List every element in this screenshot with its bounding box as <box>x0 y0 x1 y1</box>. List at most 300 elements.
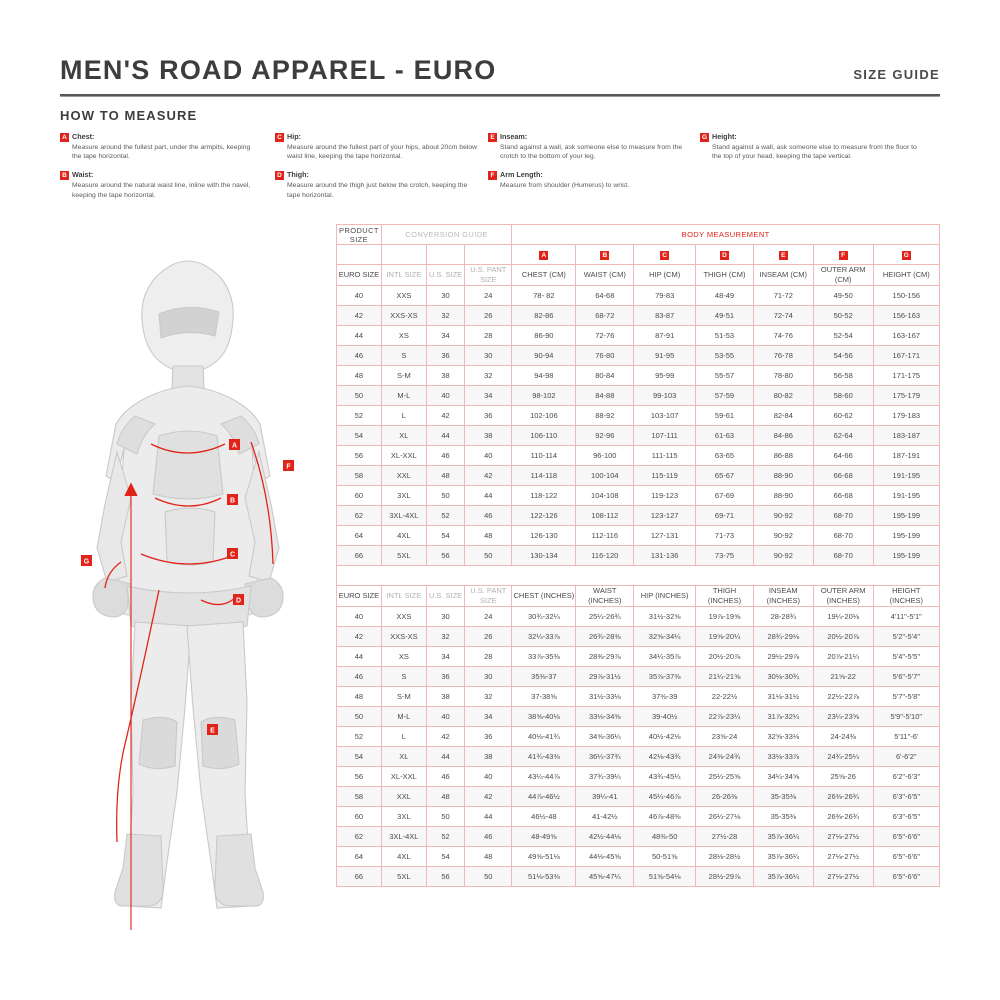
size-table <box>336 224 940 887</box>
cell-height-in: 6'-6'2" <box>873 747 939 767</box>
cell-outer-arm-in: 26⅜-26¾ <box>813 787 873 807</box>
cell-us-size-cm: 38 <box>426 366 464 386</box>
measure-label: Height: <box>712 132 737 141</box>
cell-euro-size-in: 44 <box>337 647 382 667</box>
cell-waist-in: 31½-33⅛ <box>576 687 634 707</box>
cell-us-size-cm: 32 <box>426 306 464 326</box>
table-group-header-row <box>337 225 940 245</box>
table-row <box>337 446 940 466</box>
cell-us-size-in: 38 <box>426 687 464 707</box>
cell-outer-arm-cm: 68-70 <box>813 546 873 566</box>
cell-chest-in: 37-38⅝ <box>512 687 576 707</box>
cell-inseam-cm: 71-72 <box>753 286 813 306</box>
cell-euro-size-in: 42 <box>337 627 382 647</box>
cell-chest-in: 38⅝-40⅛ <box>512 707 576 727</box>
col-inseam-in: INSEAM (INCHES) <box>753 586 813 607</box>
cell-us-size-cm: 54 <box>426 526 464 546</box>
cell-thigh-cm: 49-51 <box>696 306 754 326</box>
cell-us-size-in: 40 <box>426 707 464 727</box>
cell-inseam-in: 30⅛-30¾ <box>753 667 813 687</box>
cell-chest-cm: 114-118 <box>512 466 576 486</box>
cell-height-in: 6'5"-6'6" <box>873 847 939 867</box>
cell-chest-cm: 78- 82 <box>512 286 576 306</box>
measure-label: Arm Length: <box>500 170 543 180</box>
cell-thigh-cm: 61-63 <box>696 426 754 446</box>
cell-us-pant-size-in: 36 <box>465 727 512 747</box>
cell-us-pant-size-in: 42 <box>465 787 512 807</box>
cell-euro-size-in: 40 <box>337 607 382 627</box>
cell-waist-in: 44⅛-45⅝ <box>576 847 634 867</box>
letter-g <box>873 245 939 265</box>
cell-intl-size-cm: XXL <box>381 466 426 486</box>
group-conversion-guide: CONVERSION GUIDE <box>381 225 511 245</box>
cell-hip-cm: 107-111 <box>634 426 696 446</box>
cell-us-pant-size-cm: 26 <box>465 306 512 326</box>
cell-intl-size-in: XXL <box>381 787 426 807</box>
badge-a-icon: A <box>60 133 69 142</box>
cell-us-pant-size-cm: 30 <box>465 346 512 366</box>
cell-inseam-cm: 86-88 <box>753 446 813 466</box>
cell-intl-size-cm: XXS-XS <box>381 306 426 326</box>
cell-waist-cm: 64-68 <box>576 286 634 306</box>
cell-inseam-in: 35-35⅜ <box>753 807 813 827</box>
cell-inseam-in: 28-28¾ <box>753 607 813 627</box>
cell-chest-cm: 126-130 <box>512 526 576 546</box>
cell-waist-in: 28⅜-29⅞ <box>576 647 634 667</box>
cell-thigh-cm: 51-53 <box>696 326 754 346</box>
cell-hip-cm: 83-87 <box>634 306 696 326</box>
cell-thigh-cm: 73-75 <box>696 546 754 566</box>
cell-intl-size-in: XXS-XS <box>381 627 426 647</box>
table-row <box>337 867 940 887</box>
cell-thigh-in: 28⅛-28½ <box>696 847 754 867</box>
letter-spacer <box>337 245 382 265</box>
svg-text:A: A <box>231 442 238 450</box>
table-row <box>337 807 940 827</box>
cell-inseam-in: 35⅞-36¼ <box>753 867 813 887</box>
table-letter-row <box>337 245 940 265</box>
cell-thigh-cm: 59-61 <box>696 406 754 426</box>
cell-us-pant-size-cm: 42 <box>465 466 512 486</box>
table-row <box>337 546 940 566</box>
cell-height-in: 4'11"-5'1" <box>873 607 939 627</box>
cell-hip-in: 46⅞-48⅜ <box>634 807 696 827</box>
cell-hip-cm: 91-95 <box>634 346 696 366</box>
cell-us-pant-size-in: 48 <box>465 847 512 867</box>
cell-thigh-in: 28½-29⅞ <box>696 867 754 887</box>
cell-chest-in: 40⅛-41¾ <box>512 727 576 747</box>
cell-us-size-cm: 42 <box>426 406 464 426</box>
badge-g-icon: G <box>701 134 708 141</box>
cell-outer-arm-in: 23¼-23⅝ <box>813 707 873 727</box>
cell-outer-arm-in: 24-24⅜ <box>813 727 873 747</box>
cell-outer-arm-in: 24¾-25¼ <box>813 747 873 767</box>
table-row <box>337 386 940 406</box>
cell-hip-in: 45¼-46⅞ <box>634 787 696 807</box>
measure-text: Measure from shoulder (Humerus) to wrist. <box>500 182 630 190</box>
cell-outer-arm-in: 20½-20⅞ <box>813 627 873 647</box>
cell-waist-in: 29⅞-31½ <box>576 667 634 687</box>
cell-hip-in: 31½-32⅝ <box>634 607 696 627</box>
cell-thigh-cm: 63-65 <box>696 446 754 466</box>
cell-euro-size-in: 50 <box>337 707 382 727</box>
cell-inseam-cm: 80-82 <box>753 386 813 406</box>
cell-chest-in: 41¾-43⅜ <box>512 747 576 767</box>
cell-chest-in: 49⅝-51⅛ <box>512 847 576 867</box>
cell-us-size-in: 48 <box>426 787 464 807</box>
page-title: MEN'S ROAD APPAREL - EURO <box>60 55 497 85</box>
cell-hip-cm: 95-99 <box>634 366 696 386</box>
cell-us-pant-size-cm: 46 <box>465 506 512 526</box>
cell-us-size-cm: 50 <box>426 486 464 506</box>
table-row <box>337 607 940 627</box>
badge-g-icon: G <box>903 251 909 259</box>
cell-hip-in: 32⅝-34¼ <box>634 627 696 647</box>
measure-text: Measure around the natural waist line, inline with the navel, keeping the tape horizontal. <box>72 182 251 199</box>
cell-euro-size-cm: 40 <box>337 286 382 306</box>
cell-hip-in: 48⅜-50 <box>634 827 696 847</box>
table-row <box>337 727 940 747</box>
cell-hip-cm: 119-123 <box>634 486 696 506</box>
cell-us-size-cm: 34 <box>426 326 464 346</box>
cell-outer-arm-cm: 56-58 <box>813 366 873 386</box>
cell-hip-in: 34¼-35⅞ <box>634 647 696 667</box>
cell-euro-size-in: 62 <box>337 827 382 847</box>
col-us-pant-size: U.S. PANT SIZE <box>465 265 512 286</box>
group-body-measurement: BODY MEASUREMENT <box>512 225 940 245</box>
cell-waist-cm: 112-116 <box>576 526 634 546</box>
badge-e-icon: E <box>488 133 497 142</box>
cell-euro-size-cm: 58 <box>337 466 382 486</box>
cell-inseam-cm: 76-78 <box>753 346 813 366</box>
letter-spacer <box>381 245 426 265</box>
badge-c-icon: C <box>660 251 669 260</box>
cell-euro-size-cm: 62 <box>337 506 382 526</box>
measure-item-inseam <box>488 132 683 161</box>
cell-inseam-in: 35⅞-36¼ <box>753 827 813 847</box>
cell-height-in: 6'2"-6'3" <box>873 767 939 787</box>
cell-us-size-cm: 30 <box>426 286 464 306</box>
cell-us-size-cm: 48 <box>426 466 464 486</box>
cell-waist-in: 36¼-37¾ <box>576 747 634 767</box>
cell-waist-in: 37¾-39¼ <box>576 767 634 787</box>
svg-text:B: B <box>229 497 236 505</box>
cell-inseam-in: 28¾-29⅛ <box>753 627 813 647</box>
cell-height-in: 6'5"-6'6" <box>873 867 939 887</box>
cell-chest-cm: 86-90 <box>512 326 576 346</box>
measure-label: Thigh: <box>287 170 309 180</box>
cell-us-pant-size-in: 26 <box>465 627 512 647</box>
letter-c <box>634 245 696 265</box>
table-row <box>337 667 940 687</box>
cell-thigh-in: 27½-28 <box>696 827 754 847</box>
cell-height-cm: 175-179 <box>873 386 939 406</box>
cell-us-pant-size-cm: 48 <box>465 526 512 546</box>
cell-outer-arm-cm: 52-54 <box>813 326 873 346</box>
table-row <box>337 787 940 807</box>
cell-intl-size-cm: XL-XXL <box>381 446 426 466</box>
badge-a-icon: A <box>539 251 548 260</box>
cell-thigh-in: 24⅜-24¾ <box>696 747 754 767</box>
cell-inseam-in: 33⅛-33⅞ <box>753 747 813 767</box>
cell-euro-size-in: 46 <box>337 667 382 687</box>
cell-chest-cm: 118-122 <box>512 486 576 506</box>
cell-outer-arm-cm: 66-68 <box>813 466 873 486</box>
table-spacer <box>337 566 940 586</box>
cell-intl-size-in: 4XL <box>381 847 426 867</box>
table-row <box>337 466 940 486</box>
table-row <box>337 647 940 667</box>
table-row <box>337 506 940 526</box>
cell-intl-size-in: M-L <box>381 707 426 727</box>
cell-us-pant-size-in: 32 <box>465 687 512 707</box>
cell-waist-cm: 76-80 <box>576 346 634 366</box>
measure-column-1 <box>60 132 255 209</box>
cell-us-size-cm: 36 <box>426 346 464 366</box>
measure-text: Stand against a wall, ask someone else to measure from the crotch to the bottom of your leg. <box>500 144 683 161</box>
cell-waist-cm: 68-72 <box>576 306 634 326</box>
cell-chest-cm: 94-98 <box>512 366 576 386</box>
cell-intl-size-in: XS <box>381 647 426 667</box>
measure-item-hip <box>275 132 480 161</box>
cell-intl-size-in: XXS <box>381 607 426 627</box>
table-body-inches <box>337 607 940 887</box>
cell-inseam-cm: 90-92 <box>753 526 813 546</box>
cell-euro-size-in: 48 <box>337 687 382 707</box>
cell-thigh-cm: 57-59 <box>696 386 754 406</box>
cell-intl-size-in: L <box>381 727 426 747</box>
badge-c-icon: C <box>275 133 284 142</box>
measure-label: Waist: <box>72 170 94 180</box>
cell-euro-size-in: 64 <box>337 847 382 867</box>
cell-hip-cm: 103-107 <box>634 406 696 426</box>
cell-chest-in: 32¼-33⅞ <box>512 627 576 647</box>
cell-inseam-cm: 82-84 <box>753 406 813 426</box>
table-row <box>337 847 940 867</box>
size-guide-label: SIZE GUIDE <box>853 67 940 82</box>
letter-d <box>696 245 754 265</box>
measure-label: Inseam: <box>500 132 528 141</box>
cell-height-in: 6'3"-6'5" <box>873 807 939 827</box>
cell-height-cm: 183-187 <box>873 426 939 446</box>
measure-item-arm-length <box>488 170 683 190</box>
svg-text:C: C <box>229 551 236 559</box>
cell-hip-cm: 115-119 <box>634 466 696 486</box>
cell-euro-size-in: 52 <box>337 727 382 747</box>
cell-height-in: 5'11"-6' <box>873 727 939 747</box>
cell-thigh-cm: 48-49 <box>696 286 754 306</box>
svg-text:D: D <box>235 597 242 605</box>
col-chest-in: CHEST (INCHES) <box>512 586 576 607</box>
table-row <box>337 526 940 546</box>
cell-intl-size-cm: S <box>381 346 426 366</box>
table-row <box>337 707 940 727</box>
size-table-wrapper <box>336 224 940 887</box>
cell-us-size-in: 52 <box>426 827 464 847</box>
cell-hip-in: 50-51⅝ <box>634 847 696 867</box>
cell-euro-size-cm: 56 <box>337 446 382 466</box>
cell-outer-arm-in: 22½-22⅞ <box>813 687 873 707</box>
cell-thigh-cm: 55-57 <box>696 366 754 386</box>
col-outer-arm-cm: OUTER ARM (CM) <box>813 265 873 286</box>
cell-us-pant-size-in: 30 <box>465 667 512 687</box>
col-chest-cm: CHEST (CM) <box>512 265 576 286</box>
cell-height-cm: 179-183 <box>873 406 939 426</box>
cell-height-in: 5'6"-5'7" <box>873 667 939 687</box>
cell-us-pant-size-cm: 50 <box>465 546 512 566</box>
table-row <box>337 627 940 647</box>
table-header-cm <box>337 265 940 286</box>
table-row <box>337 827 940 847</box>
cell-height-cm: 195-199 <box>873 546 939 566</box>
measurement-figure <box>55 230 325 930</box>
cell-height-cm: 150-156 <box>873 286 939 306</box>
table-row <box>337 747 940 767</box>
cell-hip-cm: 87-91 <box>634 326 696 346</box>
table-header-inches <box>337 586 940 607</box>
cell-chest-cm: 90-94 <box>512 346 576 366</box>
cell-height-cm: 167-171 <box>873 346 939 366</box>
measure-text: Measure around the fullest part, under the armpits, keeping the tape horizontal. <box>72 144 251 161</box>
cell-height-cm: 191-195 <box>873 486 939 506</box>
cell-chest-cm: 102-106 <box>512 406 576 426</box>
cell-euro-size-cm: 66 <box>337 546 382 566</box>
cell-euro-size-in: 54 <box>337 747 382 767</box>
cell-outer-arm-in: 20⅞-21¼ <box>813 647 873 667</box>
cell-us-size-in: 44 <box>426 747 464 767</box>
cell-height-cm: 171-175 <box>873 366 939 386</box>
cell-hip-in: 39-40½ <box>634 707 696 727</box>
cell-us-size-in: 54 <box>426 847 464 867</box>
cell-inseam-cm: 74-76 <box>753 326 813 346</box>
cell-thigh-in: 19⅝-20¼ <box>696 627 754 647</box>
cell-inseam-in: 32⅝-33⅛ <box>753 727 813 747</box>
cell-thigh-in: 20½-20⅞ <box>696 647 754 667</box>
cell-height-in: 6'3"-6'5" <box>873 787 939 807</box>
table-row <box>337 286 940 306</box>
cell-outer-arm-cm: 64-66 <box>813 446 873 466</box>
cell-hip-cm: 99-103 <box>634 386 696 406</box>
cell-height-cm: 163-167 <box>873 326 939 346</box>
cell-height-cm: 195-199 <box>873 526 939 546</box>
cell-chest-in: 46½-48 <box>512 807 576 827</box>
cell-intl-size-in: S <box>381 667 426 687</box>
cell-height-in: 5'9"-5'10" <box>873 707 939 727</box>
page-header <box>60 55 940 86</box>
cell-us-size-cm: 56 <box>426 546 464 566</box>
col-euro-size: EURO SIZE <box>337 265 382 286</box>
cell-height-in: 5'7"-5'8" <box>873 687 939 707</box>
cell-hip-in: 37⅜-39 <box>634 687 696 707</box>
cell-waist-in: 41-42½ <box>576 807 634 827</box>
cell-us-size-in: 42 <box>426 727 464 747</box>
cell-inseam-cm: 84-86 <box>753 426 813 446</box>
measure-column-4 <box>700 132 920 170</box>
cell-chest-cm: 110-114 <box>512 446 576 466</box>
cell-waist-cm: 80-84 <box>576 366 634 386</box>
cell-inseam-cm: 88-90 <box>753 486 813 506</box>
col-height-in: HEIGHT (INCHES) <box>873 586 939 607</box>
cell-chest-cm: 82-86 <box>512 306 576 326</box>
measure-item-waist <box>60 170 255 199</box>
cell-waist-cm: 96-100 <box>576 446 634 466</box>
cell-outer-arm-in: 21⅝-22 <box>813 667 873 687</box>
col-thigh-in: THIGH (INCHES) <box>696 586 754 607</box>
cell-inseam-cm: 88-90 <box>753 466 813 486</box>
col-intl-size: INTL SIZE <box>381 586 426 607</box>
cell-euro-size-cm: 44 <box>337 326 382 346</box>
cell-inseam-cm: 72-74 <box>753 306 813 326</box>
cell-euro-size-cm: 60 <box>337 486 382 506</box>
cell-euro-size-cm: 64 <box>337 526 382 546</box>
cell-thigh-in: 22⅞-23¼ <box>696 707 754 727</box>
cell-us-size-cm: 40 <box>426 386 464 406</box>
cell-hip-cm: 123-127 <box>634 506 696 526</box>
cell-us-pant-size-in: 44 <box>465 807 512 827</box>
cell-chest-in: 33⅞-35⅜ <box>512 647 576 667</box>
cell-chest-cm: 98-102 <box>512 386 576 406</box>
cell-outer-arm-cm: 68-70 <box>813 526 873 546</box>
cell-waist-cm: 88-92 <box>576 406 634 426</box>
cell-us-size-in: 30 <box>426 607 464 627</box>
table-row <box>337 366 940 386</box>
cell-intl-size-in: S-M <box>381 687 426 707</box>
cell-chest-cm: 106-110 <box>512 426 576 446</box>
cell-outer-arm-in: 27⅛-27½ <box>813 867 873 887</box>
badge-d-icon: D <box>720 251 729 260</box>
cell-outer-arm-in: 19¼-20⅛ <box>813 607 873 627</box>
cell-hip-in: 40½-42⅛ <box>634 727 696 747</box>
col-us-size: U.S. SIZE <box>426 265 464 286</box>
badge-f-icon: F <box>839 251 848 260</box>
cell-hip-in: 43¾-45¼ <box>634 767 696 787</box>
cell-us-size-in: 56 <box>426 867 464 887</box>
table-row <box>337 426 940 446</box>
cell-waist-cm: 92-96 <box>576 426 634 446</box>
cell-inseam-in: 31⅛-31½ <box>753 687 813 707</box>
cell-hip-in: 35⅞-37⅜ <box>634 667 696 687</box>
cell-euro-size-in: 56 <box>337 767 382 787</box>
col-hip-cm: HIP (CM) <box>634 265 696 286</box>
cell-chest-in: 35⅜-37 <box>512 667 576 687</box>
cell-hip-cm: 131-136 <box>634 546 696 566</box>
cell-waist-cm: 104-108 <box>576 486 634 506</box>
cell-us-size-in: 50 <box>426 807 464 827</box>
cell-outer-arm-in: 27⅛-27½ <box>813 847 873 867</box>
measure-label: Chest: <box>72 132 95 141</box>
cell-height-in: 6'5"-6'6" <box>873 827 939 847</box>
cell-intl-size-cm: 3XL-4XL <box>381 506 426 526</box>
cell-us-pant-size-cm: 28 <box>465 326 512 346</box>
cell-us-size-in: 36 <box>426 667 464 687</box>
cell-height-cm: 187-191 <box>873 446 939 466</box>
cell-intl-size-in: 5XL <box>381 867 426 887</box>
col-euro-size: EURO SIZE <box>337 586 382 607</box>
col-intl-size: INTL SIZE <box>381 265 426 286</box>
cell-euro-size-cm: 46 <box>337 346 382 366</box>
cell-us-pant-size-in: 38 <box>465 747 512 767</box>
cell-outer-arm-cm: 68-70 <box>813 506 873 526</box>
cell-euro-size-cm: 48 <box>337 366 382 386</box>
cell-height-in: 5'2"-5'4" <box>873 627 939 647</box>
cell-thigh-in: 21¼-21⅝ <box>696 667 754 687</box>
cell-intl-size-cm: 4XL <box>381 526 426 546</box>
measure-text: Measure around the fullest part of your hips, about 20cm below waist line, keeping the tape horizontal. <box>287 144 478 161</box>
cell-inseam-in: 35⅞-36¼ <box>753 847 813 867</box>
cell-intl-size-cm: XS <box>381 326 426 346</box>
cell-waist-in: 33⅛-34⅝ <box>576 707 634 727</box>
measure-item-chest <box>60 132 255 161</box>
